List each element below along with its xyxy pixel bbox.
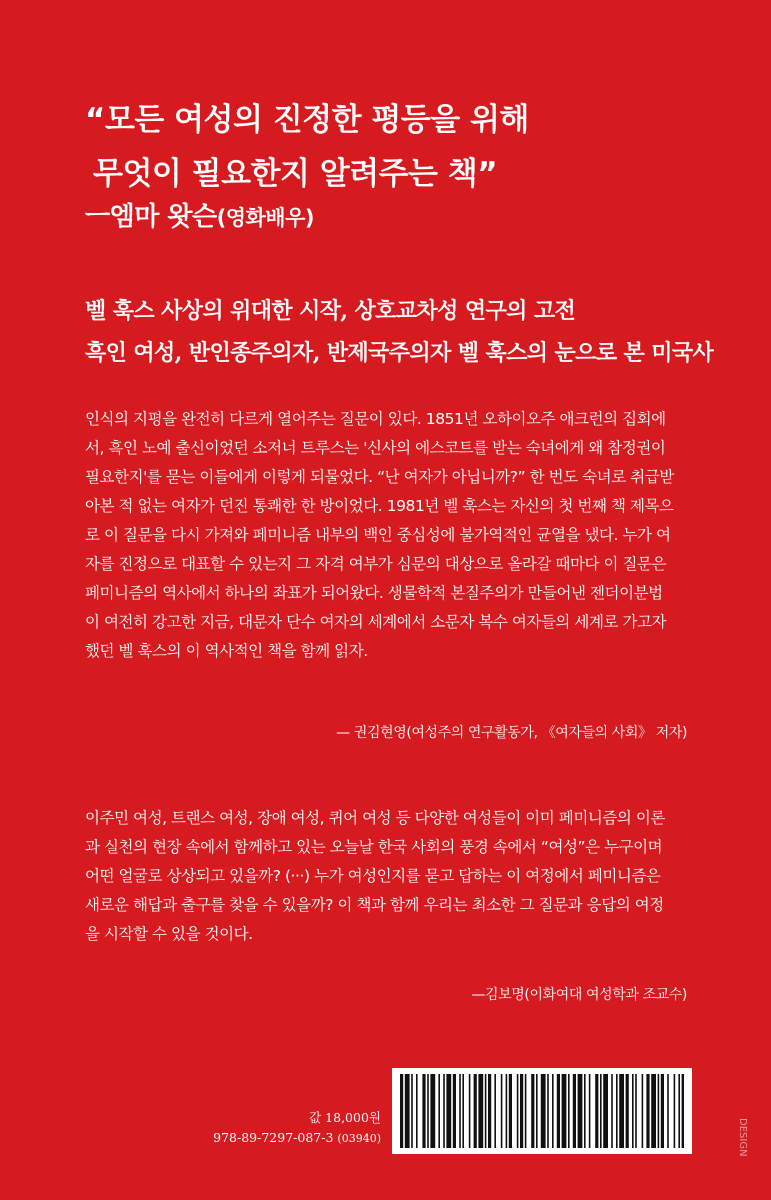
barcode-bar: [682, 1074, 684, 1148]
quote-line-2: 무엇이 필요한지 알려주는 책”: [93, 156, 498, 192]
text-line: 로 이 질문을 다시 가져와 페미니즘 내부의 백인 중심성에 불가역적인 균열을 냈다. 누가 여: [85, 526, 671, 544]
barcode-bar: [658, 1074, 660, 1148]
barcode-bar: [459, 1074, 461, 1148]
barcode-bar: [651, 1074, 656, 1148]
endorsement-paragraph-2: [85, 804, 685, 949]
barcode-bar: [578, 1074, 583, 1148]
text-line: 서, 흑인 노예 출신이었던 소저너 트루스는 '신사의 에스코트를 받는 숙녀에게 왜 참정권이: [85, 439, 666, 457]
quote-author-role: (영화배우): [216, 206, 314, 230]
barcode-bar: [469, 1074, 471, 1148]
barcode-bar: [446, 1074, 451, 1148]
barcode-bar: [619, 1074, 624, 1148]
barcode-bar: [595, 1074, 598, 1148]
barcode-bar: [438, 1074, 440, 1148]
barcode-bar: [552, 1074, 554, 1148]
side-designer-mark: DESIGN: [737, 1118, 748, 1157]
barcode-bar: [443, 1074, 445, 1148]
endorsement-quote: [85, 93, 725, 201]
barcode-bar: [547, 1074, 549, 1148]
quote-attribution: [85, 196, 314, 233]
barcode-bar: [411, 1074, 413, 1148]
barcode-bar: [427, 1074, 429, 1148]
text-line: 과 실천의 현장 속에서 함께하고 있는 오늘날 한국 사회의 풍경 속에서 “여성”은 누구이며: [85, 838, 663, 856]
barcode-bar: [646, 1074, 649, 1148]
barcode-bar: [416, 1074, 418, 1148]
barcode-bar: [603, 1074, 608, 1148]
barcode-bar: [501, 1074, 503, 1148]
text-line: 이 여전히 강고한 지금, 대문자 단수 여자의 세계에서 소문자 복수 여자들의 세계로 가고자: [85, 613, 667, 631]
barcode-bar: [474, 1074, 477, 1148]
isbn-number: 978-89-7297-087-3: [213, 1130, 334, 1145]
text-line: 을 시작할 수 있을 것이다.: [85, 925, 253, 943]
endorsement-2-attribution: —김보명(이화여대 여성학과 조교수): [471, 987, 687, 1003]
barcode-bar: [494, 1074, 496, 1148]
barcode-bar: [525, 1074, 527, 1148]
barcode-bar: [667, 1074, 669, 1148]
barcode-bar: [405, 1074, 410, 1148]
barcode-bar: [584, 1074, 586, 1148]
text-line: 아본 적 없는 여자가 던진 통쾌한 한 방이었다. 1981년 벨 훅스는 자신의 첫 번째 책 제목으: [85, 497, 674, 515]
text-line: 이주민 여성, 트랜스 여성, 장애 여성, 퀴어 여성 등 다양한 여성들이 이미 페미니즘의 이론: [85, 809, 665, 827]
isbn-addon-code: (03940): [337, 1132, 381, 1145]
barcode-bar: [573, 1074, 576, 1148]
barcode-bar: [562, 1074, 567, 1148]
barcode-bar: [536, 1074, 538, 1148]
barcode-bar: [678, 1074, 680, 1148]
tagline-2: 흑인 여성, 반인종주의자, 반제국주의자 벨 훅스의 눈으로 본 미국사: [85, 340, 714, 366]
barcode-bar: [400, 1074, 403, 1148]
endorsement-paragraph-1: [85, 405, 685, 666]
isbn-barcode: [392, 1068, 692, 1154]
tagline-1: 벨 훅스 사상의 위대한 시작, 상호교차성 연구의 고전: [85, 298, 576, 324]
barcode-bar: [642, 1074, 644, 1148]
barcode-icon: [392, 1068, 692, 1154]
quote-line-1: “모든 여성의 진정한 평등을 위해: [85, 102, 529, 138]
barcode-bar: [506, 1074, 508, 1148]
price-label: 값 18,000원: [309, 1110, 381, 1125]
barcode-bar: [632, 1074, 634, 1148]
barcode-bar: [661, 1074, 664, 1148]
barcode-bar: [674, 1074, 676, 1148]
barcode-bar: [600, 1074, 602, 1148]
text-line: 어떤 얼굴로 상상되고 있을까? (···) 누가 여성인지를 묻고 답하는 이 여정에서 페미니즘은: [85, 867, 661, 885]
barcode-bar: [568, 1074, 570, 1148]
endorsement-1-attribution: — 권김현영(여성주의 연구활동가, 《여자들의 사회》 저자): [336, 725, 687, 741]
price-isbn-block: [213, 1108, 381, 1149]
barcode-bar: [635, 1074, 637, 1148]
barcode-bar: [517, 1074, 519, 1148]
barcode-bar: [488, 1074, 491, 1148]
barcode-bar: [478, 1074, 483, 1148]
barcode-bar: [541, 1074, 546, 1148]
barcode-bar: [453, 1074, 456, 1148]
text-line: 자를 진정으로 대표할 수 있는지 그 자격 여부가 심문의 대상으로 올라갈 때마다 이 질문은: [85, 555, 667, 573]
barcode-bar: [616, 1074, 618, 1148]
barcode-bar: [485, 1074, 487, 1148]
text-line: 필요한지'를 묻는 이들에게 이렇게 되물었다. “난 여자가 아닙니까?” 한 번도 숙녀로 취급받: [85, 468, 674, 486]
barcode-bar: [626, 1074, 629, 1148]
barcode-bar: [509, 1074, 512, 1148]
isbn-line: [213, 1128, 381, 1149]
barcode-bar: [557, 1074, 560, 1148]
barcode-bar: [422, 1074, 425, 1148]
barcode-bar: [430, 1074, 435, 1148]
text-line: 했던 벨 훅스의 이 역사적인 책을 함께 읽자.: [85, 642, 368, 660]
text-line: 인식의 지평을 완전히 다르게 열어주는 질문이 있다. 1851년 오하이오주 애크런의 집회에: [85, 410, 666, 428]
text-line: 페미니즘의 역사에서 하나의 좌표가 되어왔다. 생물학적 본질주의가 만들어낸 젠더이분법: [85, 584, 663, 602]
taglines: [85, 290, 745, 374]
barcode-bar: [520, 1074, 523, 1148]
quote-author: ㅡ엠마 왓슨: [85, 202, 217, 232]
text-line: 새로운 해답과 출구를 찾을 수 있을까? 이 책과 함께 우리는 최소한 그 질문과 응답의 여정: [85, 896, 664, 914]
barcode-bar: [462, 1074, 464, 1148]
barcode-bar: [589, 1074, 591, 1148]
barcode-bar: [611, 1074, 613, 1148]
barcode-bar: [531, 1074, 534, 1148]
